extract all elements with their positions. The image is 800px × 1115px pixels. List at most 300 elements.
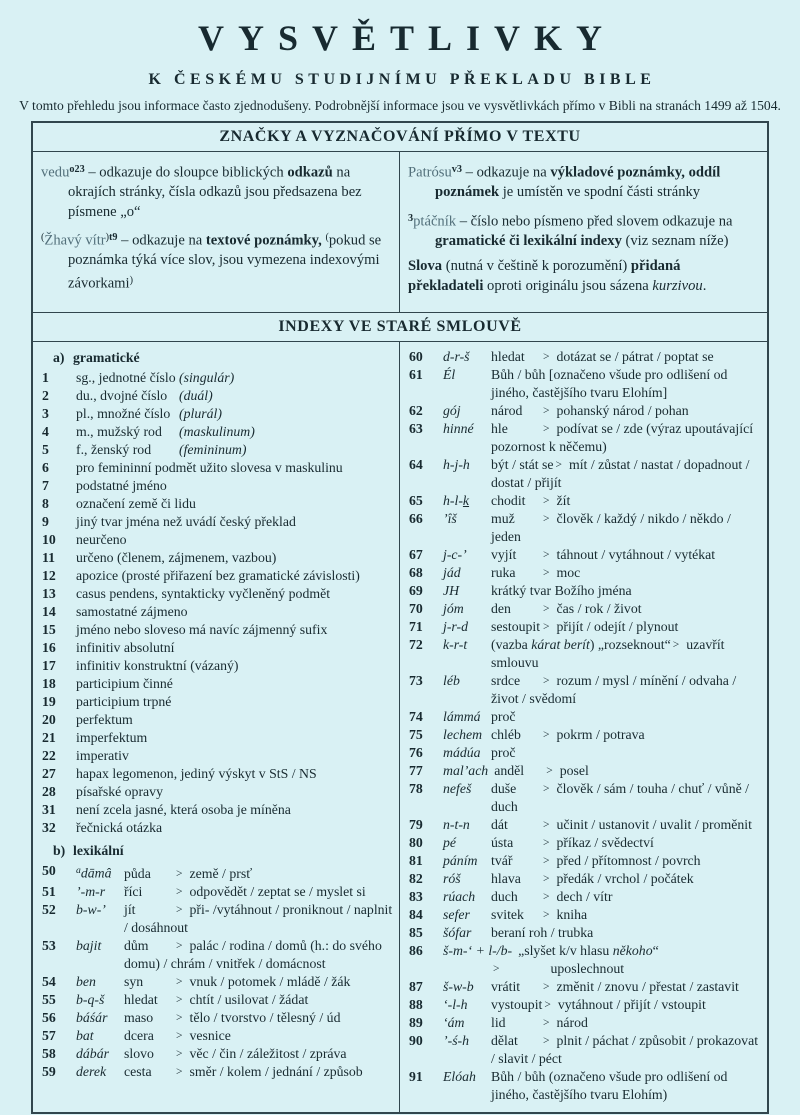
lexical-index-row bbox=[407, 420, 761, 456]
index-meaning: dům > palác / rodina / domů (h.: do svého domu) / chrám / vnitřek / domácnost bbox=[124, 937, 382, 971]
index-number: 19 bbox=[42, 694, 56, 710]
index-meaning: ústa > příkaz / svědectví bbox=[491, 835, 654, 851]
index-number: 6 bbox=[42, 460, 49, 476]
index-number: 74 bbox=[409, 709, 423, 725]
index-definition bbox=[443, 510, 761, 546]
index-term: participium činné bbox=[76, 676, 173, 692]
grammar-index-row bbox=[40, 585, 393, 603]
index-number: 52 bbox=[42, 901, 56, 917]
index-number: 31 bbox=[42, 802, 56, 818]
lexical-index-row bbox=[407, 816, 761, 834]
lexical-index-row bbox=[40, 862, 393, 882]
index-definition bbox=[76, 991, 393, 1009]
index-number: 71 bbox=[409, 619, 423, 635]
index-definition bbox=[76, 901, 393, 937]
hebrew-transliteration: JH bbox=[443, 583, 460, 599]
index-definition bbox=[443, 780, 761, 816]
index-meaning: syn > vnuk / potomek / mládě / žák bbox=[124, 973, 351, 989]
grammar-index-row bbox=[40, 639, 393, 657]
hebrew-transliteration: h-l-k bbox=[443, 493, 470, 509]
index-term: infinitiv absolutní bbox=[76, 640, 175, 656]
index-number: 58 bbox=[42, 1045, 56, 1061]
index-number: 66 bbox=[409, 511, 423, 527]
index-number: 13 bbox=[42, 586, 56, 602]
index-definition bbox=[443, 996, 761, 1014]
index-number: 10 bbox=[42, 532, 56, 548]
lexical-index-row bbox=[407, 546, 761, 564]
grammar-index-row bbox=[40, 603, 393, 621]
index-number: 81 bbox=[409, 853, 423, 869]
group-b-header bbox=[40, 842, 393, 860]
index-number: 62 bbox=[409, 403, 423, 419]
index-number: 89 bbox=[409, 1015, 423, 1031]
index-number: 14 bbox=[42, 604, 56, 620]
index-meaning: den > čas / rok / život bbox=[491, 601, 642, 617]
page-header bbox=[0, 0, 800, 115]
hebrew-transliteration: gój bbox=[443, 403, 461, 419]
group-b-label: b) bbox=[53, 843, 66, 859]
grammar-index-list bbox=[40, 369, 393, 837]
lexical-index-row bbox=[407, 636, 761, 672]
lexical-index-row bbox=[407, 456, 761, 492]
lexical-index-row bbox=[407, 510, 761, 546]
index-number: 87 bbox=[409, 979, 423, 995]
index-definition bbox=[443, 726, 761, 744]
lexical-index-row bbox=[40, 1045, 393, 1063]
lexical-index-row bbox=[407, 672, 761, 708]
lexical-index-row bbox=[407, 996, 761, 1014]
index-number: 28 bbox=[42, 784, 56, 800]
lexical-index-row bbox=[407, 924, 761, 942]
index-number: 90 bbox=[409, 1033, 423, 1049]
hebrew-transliteration: j-c-’ bbox=[443, 547, 467, 563]
index-term: participium trpné bbox=[76, 694, 172, 710]
index-meaning: cesta > směr / kolem / jednání / způsob bbox=[124, 1063, 363, 1079]
hebrew-transliteration: Elóah bbox=[443, 1069, 476, 1085]
index-number: 63 bbox=[409, 421, 423, 437]
index-definition bbox=[443, 402, 761, 420]
index-meaning: svitek > kniha bbox=[491, 907, 588, 923]
lexical-index-row bbox=[407, 402, 761, 420]
index-definition bbox=[443, 708, 761, 726]
index-number: 4 bbox=[42, 424, 49, 440]
index-number: 20 bbox=[42, 712, 56, 728]
index-term: pl., množné číslo (plurál) bbox=[76, 406, 222, 422]
index-number: 59 bbox=[42, 1063, 56, 1079]
hebrew-transliteration: š-m-‘ + l-/b- bbox=[443, 943, 513, 959]
index-number: 22 bbox=[42, 748, 56, 764]
index-term: jiný tvar jména než uvádí český překlad bbox=[76, 514, 296, 530]
hebrew-transliteration: ‘-l-h bbox=[443, 997, 468, 1013]
index-term: samostatné zájmeno bbox=[76, 604, 188, 620]
index-meaning: srdce > rozum / mysl / mínění / odvaha / život / svědomí bbox=[491, 673, 737, 707]
index-number: 11 bbox=[42, 550, 56, 566]
lexical-index-row bbox=[407, 600, 761, 618]
hebrew-transliteration: bat bbox=[76, 1027, 94, 1043]
lexical-index-row bbox=[407, 834, 761, 852]
index-number: 1 bbox=[42, 370, 49, 386]
marks-section bbox=[33, 152, 767, 312]
index-term: označení země či lidu bbox=[76, 496, 196, 512]
index-number: 3 bbox=[42, 406, 49, 422]
index-meaning: beraní roh / trubka bbox=[491, 925, 594, 941]
lexical-index-row bbox=[407, 852, 761, 870]
index-meaning: dcera > vesnice bbox=[124, 1027, 231, 1043]
grammar-index-row bbox=[40, 459, 393, 477]
index-number: 79 bbox=[409, 817, 423, 833]
index-meaning: vrátit > změnit / znovu / přestat / zastavit bbox=[491, 979, 739, 995]
grammar-index-row bbox=[40, 477, 393, 495]
hebrew-transliteration: ’îš bbox=[443, 511, 457, 527]
index-definition bbox=[443, 744, 761, 762]
hebrew-transliteration: jád bbox=[443, 565, 461, 581]
index-number: 75 bbox=[409, 727, 423, 743]
index-definition bbox=[443, 762, 761, 780]
grammar-index-row bbox=[40, 693, 393, 711]
index-term: imperfektum bbox=[76, 730, 148, 746]
hebrew-transliteration: šófar bbox=[443, 925, 472, 941]
index-definition bbox=[443, 420, 761, 456]
hebrew-transliteration: hinné bbox=[443, 421, 474, 437]
index-number: 70 bbox=[409, 601, 423, 617]
intro-note: V tomto přehledu jsou informace často zjednodušeny. Podrobnější informace jsou ve vysvětlivkách přímo v Bibli na stranách 1499 až 1504. bbox=[19, 98, 781, 113]
index-definition bbox=[443, 906, 761, 924]
index-meaning: slovo > věc / čin / záležitost / zpráva bbox=[124, 1045, 347, 1061]
index-number: 88 bbox=[409, 997, 423, 1013]
lexical-index-list-right bbox=[407, 348, 761, 1104]
lexical-index-row bbox=[407, 978, 761, 996]
index-meaning: anděl > posel bbox=[494, 763, 589, 779]
index-meaning: jít > při- /vytáhnout / proniknout / naplnit / dosáhnout bbox=[124, 901, 393, 935]
index-definition bbox=[443, 1032, 761, 1068]
index-number: 86 bbox=[409, 943, 423, 959]
lexical-index-row bbox=[407, 564, 761, 582]
index-definition bbox=[443, 942, 761, 978]
indexes-left-column bbox=[33, 342, 400, 1112]
index-number: 67 bbox=[409, 547, 423, 563]
page-subtitle: K ČESKÉMU STUDIJNÍMU PŘEKLADU BIBLE bbox=[148, 71, 656, 88]
grammar-index-row bbox=[40, 747, 393, 765]
explanations-table bbox=[31, 121, 769, 1114]
grammar-index-row bbox=[40, 441, 393, 459]
index-term: m., mužský rod (maskulinum) bbox=[76, 424, 255, 440]
index-meaning: Bůh / bůh [označeno všude pro odlišení od jiného, častějšího tvaru Elohím] bbox=[491, 367, 728, 401]
index-meaning: půda > země / prsť bbox=[124, 865, 253, 881]
index-meaning: chléb > pokrm / potrava bbox=[491, 727, 645, 743]
index-term: infinitiv konstruktní (vázaný) bbox=[76, 658, 239, 674]
index-number: 73 bbox=[409, 673, 423, 689]
index-meaning: být / stát se > mít / zůstat / nastat / dopadnout / dostat / přijít bbox=[491, 457, 750, 491]
index-definition bbox=[443, 834, 761, 852]
index-term: jméno nebo sloveso má navíc zájmenný sufix bbox=[76, 622, 328, 638]
index-number: 80 bbox=[409, 835, 423, 851]
grammar-index-row bbox=[40, 621, 393, 639]
index-definition bbox=[443, 546, 761, 564]
lexical-index-row bbox=[407, 726, 761, 744]
hebrew-transliteration: léb bbox=[443, 673, 460, 689]
index-meaning: duch > dech / vítr bbox=[491, 889, 613, 905]
index-number: 91 bbox=[409, 1069, 423, 1085]
group-a-label: a) bbox=[53, 350, 65, 366]
index-number: 18 bbox=[42, 676, 56, 692]
index-meaning: „slyšet k/v hlasu někoho“ > uposlechnout bbox=[493, 943, 659, 977]
index-definition bbox=[76, 1027, 393, 1045]
lexical-index-row bbox=[407, 870, 761, 888]
index-number: 83 bbox=[409, 889, 423, 905]
hebrew-transliteration: j-r-d bbox=[443, 619, 469, 635]
grammar-index-row bbox=[40, 423, 393, 441]
lexical-index-row bbox=[407, 942, 761, 978]
legend-entry: $^3$ptáčník – číslo nebo písmeno před slovem odkazuje na gramatické či lexikální indexy (viz seznam níže) bbox=[408, 212, 733, 249]
hebrew-transliteration: ‘ám bbox=[443, 1015, 465, 1031]
index-meaning: říci > odpovědět / zeptat se / myslet si bbox=[124, 883, 366, 899]
hebrew-transliteration: pé bbox=[443, 835, 457, 851]
index-definition bbox=[443, 564, 761, 582]
grammar-index-row bbox=[40, 549, 393, 567]
hebrew-transliteration: lechem bbox=[443, 727, 483, 743]
legend-entry: Patrósu$^{v3}$ – odkazuje na výkladové poznámky, oddíl poznámek je umístěn ve spodní části stránky bbox=[408, 164, 721, 201]
hebrew-transliteration: páním bbox=[443, 853, 478, 869]
index-meaning: proč bbox=[491, 745, 516, 761]
index-number: 8 bbox=[42, 496, 49, 512]
lexical-index-row bbox=[40, 1063, 393, 1081]
index-number: 64 bbox=[409, 457, 423, 473]
grammar-index-row bbox=[40, 801, 393, 819]
lexical-index-row bbox=[40, 937, 393, 973]
index-definition bbox=[76, 883, 393, 901]
grammar-index-row bbox=[40, 765, 393, 783]
index-definition bbox=[443, 456, 761, 492]
index-number: 51 bbox=[42, 883, 56, 899]
hebrew-transliteration: sefer bbox=[443, 907, 470, 923]
hebrew-transliteration: báśár bbox=[76, 1009, 108, 1025]
hebrew-transliteration: nefeš bbox=[443, 781, 472, 797]
index-meaning: duše > člověk / sám / touha / chuť / vůně / duch bbox=[491, 781, 749, 815]
index-definition bbox=[76, 937, 393, 973]
hebrew-transliteration: b-w-’ bbox=[76, 901, 106, 917]
grammar-index-row bbox=[40, 783, 393, 801]
lexical-index-row bbox=[40, 973, 393, 991]
index-number: 2 bbox=[42, 388, 49, 404]
index-definition bbox=[443, 852, 761, 870]
index-meaning: hle > podívat se / zde (výraz upoutávající pozornost k něčemu) bbox=[491, 421, 754, 455]
index-definition bbox=[443, 870, 761, 888]
index-definition bbox=[76, 1009, 393, 1027]
hebrew-transliteration: lámmá bbox=[443, 709, 481, 725]
index-meaning: proč bbox=[491, 709, 516, 725]
index-meaning: hlava > předák / vrchol / počátek bbox=[491, 871, 694, 887]
lexical-index-row bbox=[407, 492, 761, 510]
lexical-index-row bbox=[40, 1009, 393, 1027]
group-a-header bbox=[40, 349, 393, 367]
lexical-index-row bbox=[407, 762, 761, 780]
index-term: určeno (členem, zájmenem, vazbou) bbox=[76, 550, 277, 566]
index-definition bbox=[443, 582, 761, 600]
index-meaning: lid > národ bbox=[491, 1015, 588, 1031]
lexical-index-row bbox=[407, 366, 761, 402]
index-definition bbox=[443, 924, 761, 942]
index-meaning: muž > člověk / každý / nikdo / někdo / jeden bbox=[491, 511, 731, 545]
lexical-index-row bbox=[407, 618, 761, 636]
group-b-title: lexikální bbox=[73, 843, 124, 859]
index-meaning: sestoupit > přijít / odejít / plynout bbox=[491, 619, 679, 635]
index-definition bbox=[76, 973, 393, 991]
grammar-index-row bbox=[40, 387, 393, 405]
index-definition bbox=[443, 672, 761, 708]
lexical-index-row bbox=[407, 1068, 761, 1104]
index-number: 55 bbox=[42, 991, 56, 1007]
index-definition bbox=[76, 1063, 393, 1081]
grammar-index-row bbox=[40, 729, 393, 747]
index-number: 84 bbox=[409, 907, 423, 923]
index-definition bbox=[443, 1068, 761, 1104]
index-meaning: vystoupit > vytáhnout / přijít / vstoupit bbox=[491, 997, 706, 1013]
index-definition bbox=[76, 862, 393, 882]
index-number: 21 bbox=[42, 730, 56, 746]
index-number: 61 bbox=[409, 367, 423, 383]
index-meaning: chodit > žít bbox=[491, 493, 571, 509]
index-number: 7 bbox=[42, 478, 49, 494]
grammar-index-row bbox=[40, 657, 393, 675]
index-definition bbox=[443, 816, 761, 834]
grammar-index-row bbox=[40, 819, 393, 837]
index-term: není zcela jasné, která osoba je míněna bbox=[76, 802, 291, 818]
index-definition bbox=[443, 618, 761, 636]
hebrew-transliteration: n-t-n bbox=[443, 817, 470, 833]
index-term: apozice (prosté přiřazení bez gramatické závislosti) bbox=[76, 568, 360, 584]
index-number: 54 bbox=[42, 973, 56, 989]
hebrew-transliteration: ’-ś-h bbox=[443, 1033, 470, 1049]
index-definition bbox=[443, 348, 761, 366]
index-meaning: hledat > chtít / usilovat / žádat bbox=[124, 991, 309, 1007]
lexical-index-row bbox=[407, 1014, 761, 1032]
index-meaning: vyjít > táhnout / vytáhnout / vytékat bbox=[491, 547, 716, 563]
index-number: 57 bbox=[42, 1027, 56, 1043]
index-term: casus pendens, syntakticky vyčleněný podmět bbox=[76, 586, 331, 602]
indexes-section bbox=[33, 342, 767, 1112]
grammar-index-row bbox=[40, 513, 393, 531]
index-term: imperativ bbox=[76, 748, 129, 764]
index-meaning: hledat > dotázat se / pátrat / poptat se bbox=[491, 349, 714, 365]
index-definition bbox=[76, 1045, 393, 1063]
group-a-title: gramatické bbox=[73, 350, 140, 366]
lexical-index-row bbox=[407, 708, 761, 726]
index-number: 68 bbox=[409, 565, 423, 581]
index-number: 72 bbox=[409, 637, 423, 653]
hebrew-transliteration: róš bbox=[443, 871, 461, 887]
hebrew-transliteration: š-w-b bbox=[443, 979, 474, 995]
hebrew-transliteration: $^a$dāmâ bbox=[76, 865, 112, 881]
index-number: 85 bbox=[409, 925, 423, 941]
index-number: 77 bbox=[409, 763, 423, 779]
index-number: 5 bbox=[42, 442, 49, 458]
index-meaning: (vazba kárat berít) „rozseknout“ > uzavřít smlouvu bbox=[491, 637, 725, 671]
hebrew-transliteration: bajit bbox=[76, 937, 102, 953]
index-definition bbox=[443, 600, 761, 618]
index-meaning: Bůh / bůh (označeno všude pro odlišení od jiného, častějšího tvaru Elohím) bbox=[491, 1069, 728, 1103]
index-number: 12 bbox=[42, 568, 56, 584]
index-number: 60 bbox=[409, 349, 423, 365]
grammar-index-row bbox=[40, 495, 393, 513]
hebrew-transliteration: Él bbox=[443, 367, 456, 383]
hebrew-transliteration: ’-m-r bbox=[76, 883, 106, 899]
index-number: 53 bbox=[42, 937, 56, 953]
hebrew-transliteration: h-j-h bbox=[443, 457, 470, 473]
index-number: 76 bbox=[409, 745, 423, 761]
index-number: 65 bbox=[409, 493, 423, 509]
index-meaning: národ > pohanský národ / pohan bbox=[491, 403, 689, 419]
lexical-index-row bbox=[407, 906, 761, 924]
index-number: 56 bbox=[42, 1009, 56, 1025]
lexical-index-row bbox=[40, 901, 393, 937]
index-meaning: dělat > plnit / páchat / způsobit / prokazovat / slavit / péct bbox=[491, 1033, 759, 1067]
marks-section-header: ZNAČKY A VYZNAČOVÁNÍ PŘÍMO V TEXTU bbox=[33, 123, 767, 152]
indexes-section-header: INDEXY VE STARÉ SMLOUVĚ bbox=[33, 312, 767, 342]
lexical-index-list-left bbox=[40, 862, 393, 1080]
hebrew-transliteration: rúach bbox=[443, 889, 476, 905]
marks-right-column bbox=[400, 152, 767, 312]
index-definition bbox=[443, 1014, 761, 1032]
index-number: 15 bbox=[42, 622, 56, 638]
lexical-index-row bbox=[407, 780, 761, 816]
index-definition bbox=[443, 636, 761, 672]
index-meaning: krátký tvar Božího jména bbox=[491, 583, 632, 599]
index-definition bbox=[443, 888, 761, 906]
index-term: du., dvojné číslo (duál) bbox=[76, 388, 213, 404]
lexical-index-row bbox=[407, 888, 761, 906]
hebrew-transliteration: d-r-š bbox=[443, 349, 470, 365]
lexical-index-row bbox=[40, 991, 393, 1009]
index-number: 9 bbox=[42, 514, 49, 530]
hebrew-transliteration: derek bbox=[76, 1063, 107, 1079]
marks-left-column bbox=[33, 152, 400, 312]
index-meaning: tvář > před / přítomnost / povrch bbox=[491, 853, 701, 869]
index-term: f., ženský rod (femininum) bbox=[76, 442, 247, 458]
index-term: řečnická otázka bbox=[76, 820, 163, 836]
index-number: 78 bbox=[409, 781, 423, 797]
index-definition bbox=[443, 492, 761, 510]
page-title: VYSVĚTLIVKY bbox=[197, 18, 617, 58]
index-definition bbox=[443, 978, 761, 996]
index-meaning: maso > tělo / tvorstvo / tělesný / úd bbox=[124, 1009, 341, 1025]
indexes-right-column bbox=[400, 342, 767, 1112]
legend-entry: Slova (nutná v češtině k porozumění) přidaná překladateli oproti originálu jsou sázena kurzivou. bbox=[408, 258, 707, 294]
index-meaning: ruka > moc bbox=[491, 565, 581, 581]
lexical-index-row bbox=[407, 1032, 761, 1068]
index-term: podstatné jméno bbox=[76, 478, 167, 494]
lexical-index-row bbox=[407, 348, 761, 366]
index-number: 32 bbox=[42, 820, 56, 836]
hebrew-transliteration: k-r-t bbox=[443, 637, 468, 653]
index-term: perfektum bbox=[76, 712, 133, 728]
lexical-index-row bbox=[407, 582, 761, 600]
index-term: hapax legomenon, jediný výskyt v StS / NS bbox=[76, 766, 317, 782]
hebrew-transliteration: b-q-š bbox=[76, 991, 105, 1007]
index-term: písařské opravy bbox=[76, 784, 163, 800]
hebrew-transliteration: ben bbox=[76, 973, 96, 989]
index-meaning: dát > učinit / ustanovit / uvalit / proměnit bbox=[491, 817, 752, 833]
index-term: sg., jednotné číslo (singulár) bbox=[76, 370, 235, 386]
grammar-index-row bbox=[40, 711, 393, 729]
hebrew-transliteration: mádúa bbox=[443, 745, 481, 761]
index-number: 69 bbox=[409, 583, 423, 599]
grammar-index-row bbox=[40, 567, 393, 585]
index-number: 16 bbox=[42, 640, 56, 656]
index-term: pro femininní podmět užito slovesa v maskulinu bbox=[76, 460, 343, 476]
legend-entry: (Žhavý vítr$^{)t9}$ – odkazuje na textové poznámky, (pokud se poznámka týká více slov, jsou vymezena indexovými závorkami) bbox=[41, 232, 382, 292]
hebrew-transliteration: dábár bbox=[76, 1045, 109, 1061]
lexical-index-row bbox=[40, 1027, 393, 1045]
